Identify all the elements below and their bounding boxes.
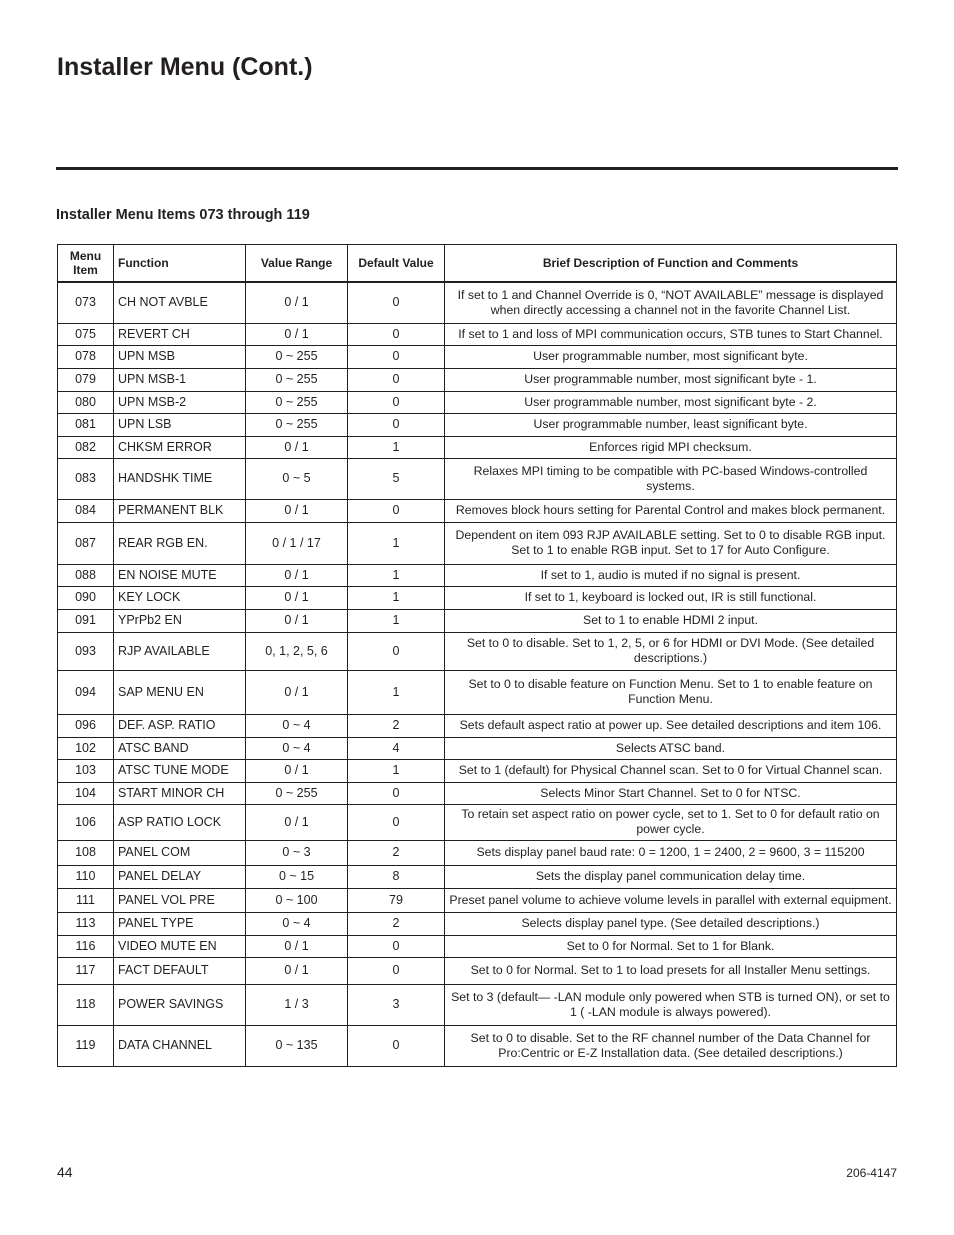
header-value-range: Value Range <box>246 245 348 283</box>
cell-description: Sets default aspect ratio at power up. See detailed descriptions and item 106. <box>445 714 897 737</box>
table-row <box>58 436 897 458</box>
cell-description: Enforces rigid MPI checksum. <box>445 436 897 458</box>
cell-function: RJP AVAILABLE <box>114 632 246 670</box>
cell-description: Set to 3 (default— -LAN module only powered when STB is turned ON), or set to 1 ( -LAN module is always powered). <box>445 984 897 1025</box>
cell-default: 1 <box>348 564 445 586</box>
cell-range: 0 / 1 <box>246 282 348 323</box>
cell-function: PANEL COM <box>114 840 246 865</box>
cell-range: 0 / 1 <box>246 499 348 522</box>
cell-description: Sets the display panel communication delay time. <box>445 865 897 888</box>
table-row <box>58 391 897 413</box>
cell-default: 0 <box>348 782 445 804</box>
cell-function: YPrPb2 EN <box>114 609 246 632</box>
cell-function: VIDEO MUTE EN <box>114 935 246 957</box>
cell-description: Set to 0 for Normal. Set to 1 to load presets for all Installer Menu settings. <box>445 957 897 984</box>
cell-range: 0 ~ 4 <box>246 737 348 759</box>
cell-default: 0 <box>348 957 445 984</box>
cell-range: 0 ~ 4 <box>246 714 348 737</box>
cell-default: 0 <box>348 391 445 413</box>
cell-default: 0 <box>348 282 445 323</box>
cell-description: Set to 0 to disable. Set to 1, 2, 5, or 6 for HDMI or DVI Mode. (See detailed descriptions.) <box>445 632 897 670</box>
table-row <box>58 609 897 632</box>
cell-default: 0 <box>348 345 445 368</box>
cell-function: PANEL TYPE <box>114 912 246 935</box>
cell-item: 096 <box>58 714 114 737</box>
cell-description: If set to 1, audio is muted if no signal is present. <box>445 564 897 586</box>
cell-default: 8 <box>348 865 445 888</box>
cell-description: Selects Minor Start Channel. Set to 0 for NTSC. <box>445 782 897 804</box>
cell-range: 0 ~ 255 <box>246 782 348 804</box>
cell-description: If set to 1 and Channel Override is 0, “NOT AVAILABLE” message is displayed when directly accessing a channel not in the favorite Channel List. <box>445 282 897 323</box>
cell-function: FACT DEFAULT <box>114 957 246 984</box>
cell-function: UPN MSB-1 <box>114 368 246 391</box>
cell-function: ATSC BAND <box>114 737 246 759</box>
table-row <box>58 522 897 564</box>
cell-function: ATSC TUNE MODE <box>114 759 246 782</box>
cell-description: If set to 1, keyboard is locked out, IR is still functional. <box>445 586 897 609</box>
cell-function: ASP RATIO LOCK <box>114 804 246 840</box>
cell-default: 1 <box>348 670 445 714</box>
table-row <box>58 804 897 840</box>
cell-item: 119 <box>58 1025 114 1066</box>
cell-function: PANEL VOL PRE <box>114 888 246 912</box>
table-row <box>58 759 897 782</box>
cell-function: UPN LSB <box>114 413 246 436</box>
cell-range: 0 ~ 5 <box>246 458 348 499</box>
cell-description: Selects display panel type. (See detailed descriptions.) <box>445 912 897 935</box>
cell-default: 1 <box>348 759 445 782</box>
cell-range: 1 / 3 <box>246 984 348 1025</box>
cell-description: Set to 0 to disable feature on Function Menu. Set to 1 to enable feature on Function Menu. <box>445 670 897 714</box>
cell-description: Set to 1 (default) for Physical Channel scan. Set to 0 for Virtual Channel scan. <box>445 759 897 782</box>
cell-item: 073 <box>58 282 114 323</box>
cell-default: 0 <box>348 413 445 436</box>
cell-item: 103 <box>58 759 114 782</box>
cell-default: 0 <box>348 323 445 345</box>
cell-default: 79 <box>348 888 445 912</box>
cell-item: 118 <box>58 984 114 1025</box>
cell-description: Selects ATSC band. <box>445 737 897 759</box>
page-title: Installer Menu (Cont.) <box>57 53 313 81</box>
cell-item: 083 <box>58 458 114 499</box>
cell-item: 117 <box>58 957 114 984</box>
cell-item: 079 <box>58 368 114 391</box>
table-row <box>58 670 897 714</box>
cell-item: 110 <box>58 865 114 888</box>
cell-function: PERMANENT BLK <box>114 499 246 522</box>
cell-range: 0 / 1 <box>246 323 348 345</box>
cell-function: CHKSM ERROR <box>114 436 246 458</box>
cell-range: 0 ~ 255 <box>246 345 348 368</box>
cell-range: 0 / 1 <box>246 957 348 984</box>
cell-default: 3 <box>348 984 445 1025</box>
cell-default: 1 <box>348 436 445 458</box>
table-header-row <box>58 245 897 283</box>
cell-function: HANDSHK TIME <box>114 458 246 499</box>
cell-default: 1 <box>348 609 445 632</box>
cell-range: 0 / 1 <box>246 759 348 782</box>
cell-default: 2 <box>348 912 445 935</box>
table-row <box>58 368 897 391</box>
table-row <box>58 1025 897 1066</box>
cell-default: 5 <box>348 458 445 499</box>
cell-range: 0 / 1 <box>246 804 348 840</box>
cell-function: KEY LOCK <box>114 586 246 609</box>
section-title: Installer Menu Items 073 through 119 <box>56 207 310 223</box>
cell-function: PANEL DELAY <box>114 865 246 888</box>
cell-function: POWER SAVINGS <box>114 984 246 1025</box>
cell-item: 091 <box>58 609 114 632</box>
cell-function: UPN MSB-2 <box>114 391 246 413</box>
cell-item: 081 <box>58 413 114 436</box>
cell-default: 2 <box>348 714 445 737</box>
cell-function: DATA CHANNEL <box>114 1025 246 1066</box>
cell-description: User programmable number, least significant byte. <box>445 413 897 436</box>
cell-item: 106 <box>58 804 114 840</box>
cell-range: 0 / 1 <box>246 935 348 957</box>
cell-range: 0 ~ 255 <box>246 368 348 391</box>
cell-default: 0 <box>348 499 445 522</box>
cell-range: 0 / 1 <box>246 670 348 714</box>
cell-description: Dependent on item 093 RJP AVAILABLE setting. Set to 0 to disable RGB input. Set to 1 to enable RGB input. Set to 17 for Auto Configure. <box>445 522 897 564</box>
cell-description: If set to 1 and loss of MPI communication occurs, STB tunes to Start Channel. <box>445 323 897 345</box>
cell-range: 0 ~ 15 <box>246 865 348 888</box>
cell-range: 0 ~ 255 <box>246 391 348 413</box>
table-row <box>58 957 897 984</box>
cell-function: EN NOISE MUTE <box>114 564 246 586</box>
cell-range: 0 / 1 <box>246 564 348 586</box>
installer-menu-table <box>57 244 897 1067</box>
header-description: Brief Description of Function and Comments <box>445 245 897 283</box>
cell-description: Relaxes MPI timing to be compatible with PC-based Windows-controlled systems. <box>445 458 897 499</box>
cell-item: 088 <box>58 564 114 586</box>
table-row <box>58 912 897 935</box>
cell-description: Set to 0 for Normal. Set to 1 for Blank. <box>445 935 897 957</box>
table-row <box>58 564 897 586</box>
header-menu-item: Menu Item <box>58 245 114 283</box>
cell-range: 0 ~ 100 <box>246 888 348 912</box>
table-row <box>58 323 897 345</box>
cell-range: 0 / 1 <box>246 609 348 632</box>
cell-item: 108 <box>58 840 114 865</box>
cell-function: DEF. ASP. RATIO <box>114 714 246 737</box>
cell-default: 1 <box>348 522 445 564</box>
table-row <box>58 458 897 499</box>
cell-function: START MINOR CH <box>114 782 246 804</box>
cell-function: CH NOT AVBLE <box>114 282 246 323</box>
cell-default: 0 <box>348 632 445 670</box>
cell-description: User programmable number, most significant byte. <box>445 345 897 368</box>
cell-item: 113 <box>58 912 114 935</box>
cell-function: REAR RGB EN. <box>114 522 246 564</box>
table-row <box>58 840 897 865</box>
table-row <box>58 865 897 888</box>
header-rule <box>56 167 898 170</box>
table-row <box>58 345 897 368</box>
document-number: 206-4147 <box>846 1166 897 1180</box>
cell-default: 1 <box>348 586 445 609</box>
table-row <box>58 586 897 609</box>
cell-range: 0, 1, 2, 5, 6 <box>246 632 348 670</box>
table-row <box>58 499 897 522</box>
cell-range: 0 / 1 <box>246 586 348 609</box>
table-row <box>58 888 897 912</box>
cell-description: Set to 1 to enable HDMI 2 input. <box>445 609 897 632</box>
cell-item: 116 <box>58 935 114 957</box>
cell-description: Preset panel volume to achieve volume levels in parallel with external equipment. <box>445 888 897 912</box>
cell-default: 0 <box>348 1025 445 1066</box>
cell-range: 0 ~ 4 <box>246 912 348 935</box>
cell-range: 0 ~ 255 <box>246 413 348 436</box>
table-row <box>58 282 897 323</box>
cell-function: UPN MSB <box>114 345 246 368</box>
cell-range: 0 / 1 / 17 <box>246 522 348 564</box>
cell-item: 093 <box>58 632 114 670</box>
cell-item: 102 <box>58 737 114 759</box>
cell-default: 0 <box>348 368 445 391</box>
cell-range: 0 / 1 <box>246 436 348 458</box>
cell-item: 080 <box>58 391 114 413</box>
cell-item: 087 <box>58 522 114 564</box>
cell-description: User programmable number, most significant byte - 1. <box>445 368 897 391</box>
cell-item: 078 <box>58 345 114 368</box>
cell-function: REVERT CH <box>114 323 246 345</box>
cell-item: 094 <box>58 670 114 714</box>
cell-function: SAP MENU EN <box>114 670 246 714</box>
cell-item: 104 <box>58 782 114 804</box>
cell-default: 0 <box>348 804 445 840</box>
table-row <box>58 413 897 436</box>
cell-description: Sets display panel baud rate: 0 = 1200, 1 = 2400, 2 = 9600, 3 = 115200 <box>445 840 897 865</box>
cell-description: User programmable number, most significant byte - 2. <box>445 391 897 413</box>
cell-item: 111 <box>58 888 114 912</box>
cell-item: 075 <box>58 323 114 345</box>
table-row <box>58 632 897 670</box>
cell-item: 082 <box>58 436 114 458</box>
cell-description: Removes block hours setting for Parental Control and makes block permanent. <box>445 499 897 522</box>
table-row <box>58 782 897 804</box>
page-number: 44 <box>57 1164 73 1180</box>
table-row <box>58 935 897 957</box>
table-row <box>58 714 897 737</box>
cell-description: To retain set aspect ratio on power cycle, set to 1. Set to 0 for default ratio on power cycle. <box>445 804 897 840</box>
cell-item: 084 <box>58 499 114 522</box>
cell-default: 2 <box>348 840 445 865</box>
cell-default: 4 <box>348 737 445 759</box>
table-row <box>58 984 897 1025</box>
table-row <box>58 737 897 759</box>
cell-default: 0 <box>348 935 445 957</box>
header-function: Function <box>114 245 246 283</box>
cell-range: 0 ~ 135 <box>246 1025 348 1066</box>
header-default-value: Default Value <box>348 245 445 283</box>
cell-item: 090 <box>58 586 114 609</box>
cell-range: 0 ~ 3 <box>246 840 348 865</box>
cell-description: Set to 0 to disable. Set to the RF channel number of the Data Channel for Pro:Centric or E-Z Installation data. (See detailed descriptions.) <box>445 1025 897 1066</box>
